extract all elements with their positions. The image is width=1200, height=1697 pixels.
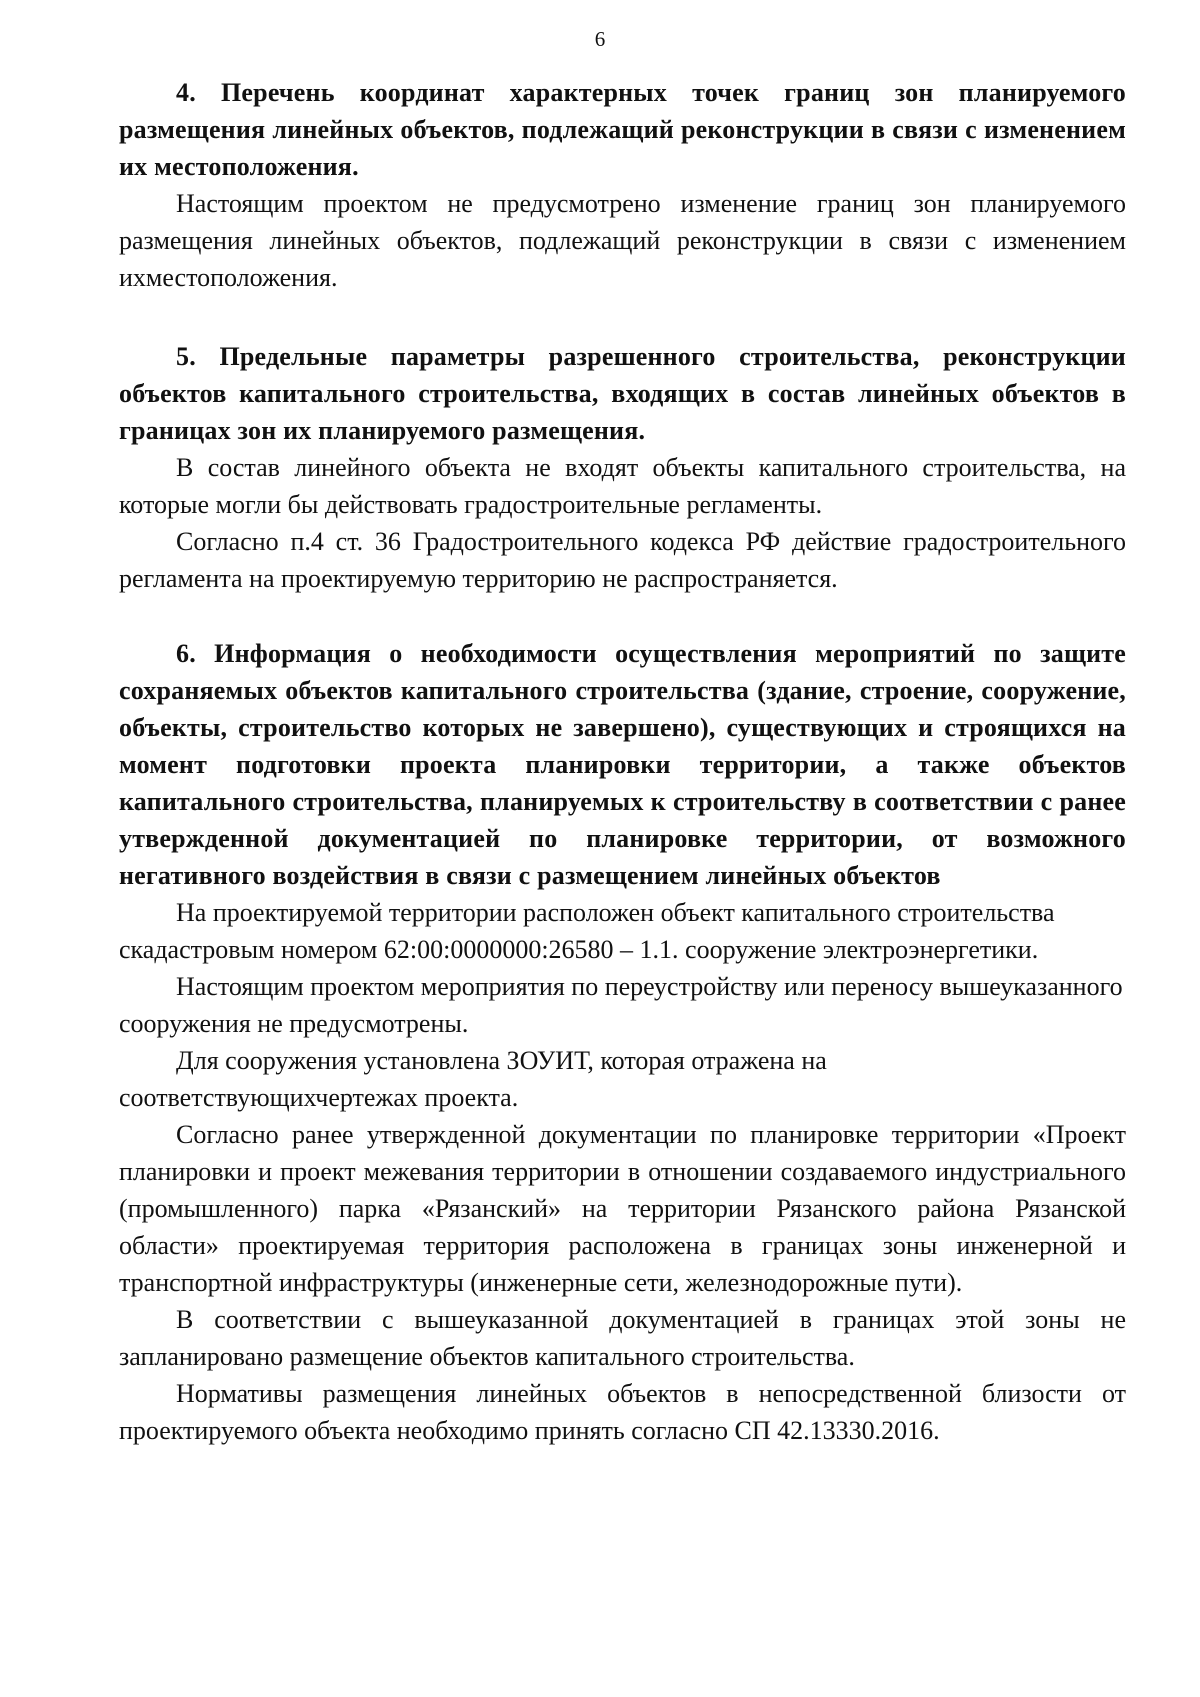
page-number: 6 [594,27,606,51]
paragraph: Согласно п.4 ст. 36 Градостроительного кодекса РФ действие градостроительного регламента на проектируемую территорию не распространяется. [119,527,1126,593]
document-body [119,74,1126,1449]
section-heading: 4. Перечень координат характерных точек границ зон планируемого размещения линейных объектов, подлежащий реконструкции в связи с изменением их местоположения. [119,78,1126,181]
paragraph: Настоящим проектом не предусмотрено изменение границ зон планируемого размещения линейных объектов, подлежащий реконструкции в связи с изменением ихместоположения. [119,189,1126,292]
section-spacer [119,296,1126,338]
paragraph: В состав линейного объекта не входят объекты капитального строительства, на которые могли бы действовать градостроительные регламенты. [119,453,1126,519]
section-6 [119,635,1126,1449]
paragraph: В соответствии с вышеуказанной документацией в границах этой зоны не запланировано размещение объектов капитального строительства. [119,1305,1126,1371]
paragraph: Для сооружения установлена ЗОУИТ, которая отражена на соответствующихчертежах проекта. [119,1046,827,1112]
section-heading: 6. Информация о необходимости осуществления мероприятий по защите сохраняемых объектов капитального строительства (здание, строение, сооружение, объекты, строительство которых не завершено), существующих и строящихся на момент подготовки проекта планировки территории, а также объектов капитального строительства, планируемых к строительству в соответствии с ранее утвержденной документацией по планировке территории, от возможного негативного воздействия в связи с размещением линейных объектов [119,639,1126,890]
section-4 [119,74,1126,296]
section-heading: 5. Предельные параметры разрешенного строительства, реконструкции объектов капитального строительства, входящих в состав линейных объектов в границах зон их планируемого размещения. [119,342,1126,445]
section-5 [119,338,1126,597]
paragraph: На проектируемой территории расположен объект капитального строительства скадастровым номером 62:00:0000000:26580 – 1.1. сооружение электроэнергетики. [119,898,1055,964]
paragraph: Нормативы размещения линейных объектов в непосредственной близости от проектируемого объекта необходимо принять согласно СП 42.13330.2016. [119,1379,1126,1445]
paragraph: Настоящим проектом мероприятия по переустройству или переносу вышеуказанного сооружения не предусмотрены. [119,972,1123,1038]
section-spacer [119,597,1126,635]
paragraph: Согласно ранее утвержденной документации по планировке территории «Проект планировки и проект межевания территории в отношении создаваемого индустриального (промышленного) парка «Рязанский» на территории Рязанского района Рязанской области» проектируемая территория расположена в границах зоны инженерной и транспортной инфраструктуры (инженерные сети, железнодорожные пути). [119,1120,1126,1297]
